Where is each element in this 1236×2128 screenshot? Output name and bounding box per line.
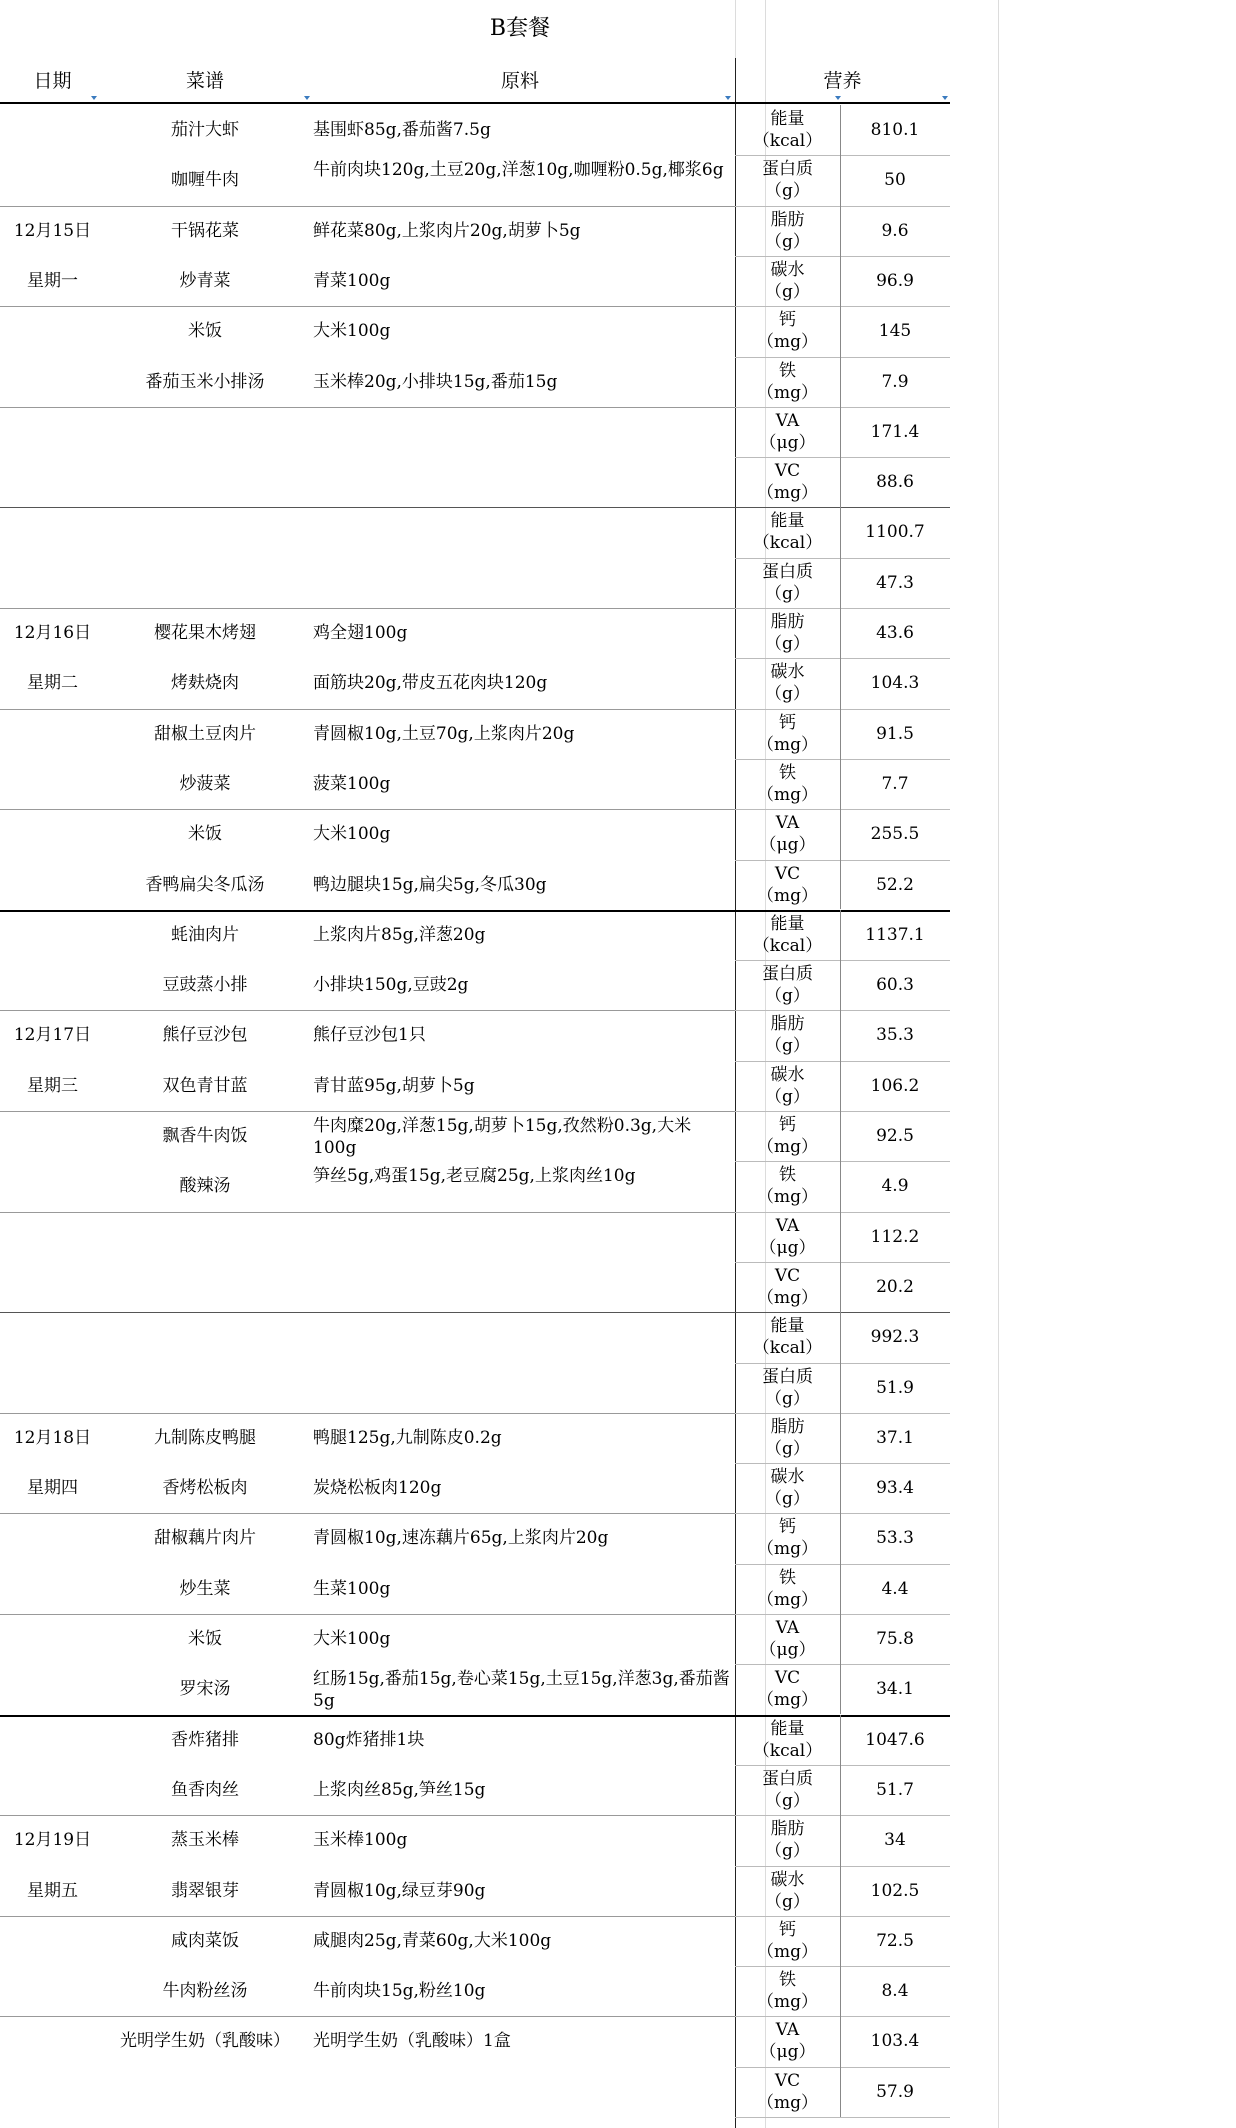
dish-ingredients[interactable]: 牛肉糜20g,洋葱15g,胡萝卜15g,孜然粉0.3g,大米100g xyxy=(313,1116,692,1158)
row-divider xyxy=(735,1564,950,1565)
row-divider xyxy=(735,2067,950,2068)
table-divider xyxy=(0,102,950,104)
dish-ingredients[interactable]: 咸腿肉25g,青菜60g,大米100g xyxy=(313,1930,552,1951)
nutrient-value[interactable]: 34.1 xyxy=(876,1679,914,1700)
row-divider xyxy=(735,1916,950,1917)
nutrient-value[interactable]: 1100.7 xyxy=(865,522,925,543)
dish-name[interactable]: 罗宋汤 xyxy=(179,1679,231,1700)
row-divider xyxy=(735,2117,950,2118)
group-divider xyxy=(0,2016,105,2017)
dish-ingredients[interactable]: 小排块150g,豆豉2g xyxy=(313,975,469,996)
nutrient-label: 蛋白质 （g） xyxy=(762,1768,813,1811)
row-divider xyxy=(735,155,950,156)
nutrient-label: 蛋白质 （g） xyxy=(762,964,813,1007)
row-divider xyxy=(735,306,950,307)
nutrient-label: 碳水 （g） xyxy=(765,1467,810,1510)
nutrient-label: 铁 （mg） xyxy=(756,360,818,403)
nutrient-column-divider xyxy=(840,910,841,1312)
row-divider xyxy=(735,960,950,961)
nutrient-label: 能量 （kcal） xyxy=(752,109,823,151)
nutrient-value[interactable]: 1047.6 xyxy=(865,1729,925,1750)
dish-ingredients[interactable]: 玉米棒100g xyxy=(313,1830,408,1851)
row-divider xyxy=(735,709,950,710)
row-divider xyxy=(735,407,950,408)
row-divider xyxy=(735,608,950,609)
row-divider xyxy=(735,256,950,257)
dish-ingredients[interactable]: 牛前肉块15g,粉丝10g xyxy=(313,1981,486,2002)
nutrient-value[interactable]: 35.3 xyxy=(876,1025,914,1046)
nutrient-value[interactable]: 145 xyxy=(878,321,912,342)
dish-name[interactable]: 樱花果木烤翅 xyxy=(154,623,256,643)
dish-ingredients[interactable]: 大米100g xyxy=(313,1629,391,1649)
sheet-title: B套餐 xyxy=(489,16,551,41)
group-divider xyxy=(105,1513,735,1514)
nutrient-label: 碳水 （g） xyxy=(765,1064,810,1107)
group-divider xyxy=(105,1212,735,1213)
dish-name[interactable]: 甜椒藕片肉片 xyxy=(154,1528,256,1549)
row-divider xyxy=(735,1966,950,1967)
row-divider xyxy=(735,558,950,559)
filter-dropdown-icon[interactable] xyxy=(725,96,732,101)
row-divider xyxy=(735,1815,950,1816)
row-divider xyxy=(735,1866,950,1867)
nutrient-value[interactable]: 52.2 xyxy=(876,874,914,895)
nutrient-value[interactable]: 102.5 xyxy=(870,1880,920,1901)
row-divider xyxy=(735,1463,950,1464)
dish-name[interactable]: 豆豉蒸小排 xyxy=(162,975,248,996)
dish-name[interactable]: 咖喱牛肉 xyxy=(171,170,239,191)
nutrient-column-divider xyxy=(840,507,841,909)
day-date: 12月15日 xyxy=(13,220,92,241)
dish-ingredients[interactable]: 菠菜100g xyxy=(313,773,391,794)
dish-ingredients[interactable]: 生菜100g xyxy=(313,1578,391,1599)
dish-name[interactable]: 双色青甘蓝 xyxy=(162,1075,248,1096)
dish-ingredients[interactable]: 青圆椒10g,速冻藕片65g,上浆肉片20g xyxy=(313,1528,609,1549)
nutrient-label: 脂肪 （g） xyxy=(765,1014,810,1057)
nutrient-label: 能量 （kcal） xyxy=(752,511,823,554)
group-divider xyxy=(105,407,735,408)
nutrient-value[interactable]: 20.2 xyxy=(876,1276,914,1297)
nutrient-label: 蛋白质 （g） xyxy=(762,561,813,604)
dish-name[interactable]: 香鸭扁尖冬瓜汤 xyxy=(145,874,265,895)
group-divider xyxy=(0,1916,105,1917)
row-divider xyxy=(735,1363,950,1364)
dish-name[interactable]: 烤麸烧肉 xyxy=(171,673,239,694)
nutrient-value[interactable]: 7.9 xyxy=(881,371,909,392)
dish-name[interactable]: 香炸猪排 xyxy=(171,1729,239,1750)
row-divider xyxy=(735,2016,950,2017)
group-divider xyxy=(0,709,105,710)
group-divider xyxy=(105,709,735,710)
row-divider xyxy=(735,357,950,358)
dish-ingredients[interactable]: 鸡全翅100g xyxy=(313,623,408,643)
dish-name[interactable]: 甜椒土豆肉片 xyxy=(154,723,256,744)
group-divider xyxy=(105,608,735,609)
day-weekday: 星期一 xyxy=(27,270,78,291)
nutrient-value[interactable]: 4.9 xyxy=(881,1176,909,1197)
dish-name[interactable]: 茄汁大虾 xyxy=(171,120,239,140)
dish-ingredients[interactable]: 上浆肉丝85g,笋丝15g xyxy=(313,1779,486,1800)
nutrient-column-divider xyxy=(840,105,841,507)
nutrient-label: 碳水 （g） xyxy=(765,259,810,302)
nutrient-label: VA （μg） xyxy=(759,2020,816,2063)
nutrient-value[interactable]: 47.3 xyxy=(876,572,914,593)
table-divider xyxy=(735,58,736,2128)
nutrient-label: VC （mg） xyxy=(756,2070,818,2113)
nutrient-value[interactable]: 112.2 xyxy=(870,1226,920,1247)
nutrient-label: 脂肪 （g） xyxy=(765,1819,810,1862)
group-divider xyxy=(105,1815,735,1816)
nutrient-label: 碳水 （g） xyxy=(765,662,810,705)
dish-name[interactable]: 蒸玉米棒 xyxy=(171,1830,239,1851)
dish-name[interactable]: 炒生菜 xyxy=(179,1578,231,1599)
row-divider xyxy=(735,1061,950,1062)
header-nutrition[interactable]: 营养 xyxy=(823,70,862,92)
dish-ingredients[interactable]: 大米100g xyxy=(313,824,391,845)
nutrient-value[interactable]: 92.5 xyxy=(876,1126,914,1146)
group-divider xyxy=(0,206,105,207)
row-divider xyxy=(735,1262,950,1263)
group-divider xyxy=(105,206,735,207)
dish-ingredients[interactable]: 光明学生奶（乳酸味）1盒 xyxy=(313,2031,511,2052)
dish-name[interactable]: 米饭 xyxy=(188,321,222,342)
row-divider xyxy=(735,1664,950,1665)
nutrient-value[interactable]: 9.6 xyxy=(881,220,909,241)
nutrient-label: 钙 （mg） xyxy=(756,310,818,353)
nutrient-column-divider xyxy=(840,1715,841,2117)
nutrient-value[interactable]: 93.4 xyxy=(876,1478,914,1499)
nutrient-value[interactable]: 8.4 xyxy=(881,1981,909,2002)
group-divider xyxy=(0,1111,105,1112)
dish-name[interactable]: 炒青菜 xyxy=(179,270,231,291)
dish-ingredients[interactable]: 熊仔豆沙包1只 xyxy=(313,1025,426,1046)
group-divider xyxy=(0,1010,105,1011)
group-divider xyxy=(0,306,105,307)
row-divider xyxy=(735,1161,950,1162)
dish-ingredients[interactable]: 玉米棒20g,小排块15g,番茄15g xyxy=(313,371,558,392)
nutrient-value[interactable]: 104.3 xyxy=(870,673,920,694)
day-date: 12月16日 xyxy=(13,623,92,643)
nutrient-label: 脂肪 （g） xyxy=(765,1416,810,1459)
nutrient-value[interactable]: 72.5 xyxy=(876,1930,914,1951)
nutrient-label: 脂肪 （g） xyxy=(765,209,810,252)
dish-ingredients[interactable]: 青圆椒10g,土豆70g,上浆肉片20g xyxy=(313,723,575,744)
nutrient-label: 碳水 （g） xyxy=(765,1869,810,1912)
nutrient-value[interactable]: 60.3 xyxy=(876,975,914,996)
row-divider xyxy=(735,1513,950,1514)
header-ingredients[interactable]: 原料 xyxy=(500,70,539,92)
filter-dropdown-icon[interactable] xyxy=(942,96,949,101)
nutrient-value[interactable]: 34 xyxy=(884,1830,906,1851)
dish-ingredients[interactable]: 笋丝5g,鸡蛋15g,老豆腐25g,上浆肉丝10g xyxy=(313,1166,636,1187)
group-divider xyxy=(105,1010,735,1011)
group-divider xyxy=(0,1413,105,1414)
nutrient-value[interactable]: 103.4 xyxy=(870,2031,920,2052)
nutrient-label: 能量 （kcal） xyxy=(752,913,823,956)
nutrient-value[interactable]: 171.4 xyxy=(870,421,920,442)
row-divider xyxy=(735,457,950,458)
group-divider xyxy=(0,608,105,609)
dish-ingredients[interactable]: 青圆椒10g,绿豆芽90g xyxy=(313,1880,486,1901)
dish-ingredients[interactable]: 鲜花菜80g,上浆肉片20g,胡萝卜5g xyxy=(313,220,581,241)
day-weekday: 星期三 xyxy=(27,1075,78,1096)
dish-ingredients[interactable]: 鸭边腿块15g,扁尖5g,冬瓜30g xyxy=(313,874,547,895)
header-menu[interactable]: 菜谱 xyxy=(185,70,224,92)
nutrient-label: 蛋白质 （g） xyxy=(762,159,813,202)
nutrient-label: 铁 （mg） xyxy=(756,1970,818,2013)
nutrient-label: 能量 （kcal） xyxy=(752,1316,823,1359)
nutrient-value[interactable]: 810.1 xyxy=(870,120,920,140)
row-divider xyxy=(735,1212,950,1213)
nutrient-label: 脂肪 （g） xyxy=(765,612,810,654)
dish-ingredients[interactable]: 青菜100g xyxy=(313,270,391,291)
dish-ingredients[interactable]: 大米100g xyxy=(313,321,391,342)
nutrient-value[interactable]: 4.4 xyxy=(881,1578,909,1599)
nutrient-label: 钙 （mg） xyxy=(756,1919,818,1962)
group-divider xyxy=(0,1212,105,1213)
dish-name[interactable]: 番茄玉米小排汤 xyxy=(145,371,265,392)
dish-name[interactable]: 牛肉粉丝汤 xyxy=(162,1981,248,2002)
section-divider xyxy=(0,1312,950,1313)
nutrient-label: VA （μg） xyxy=(759,1618,816,1660)
group-divider xyxy=(105,1916,735,1917)
nutrient-value[interactable]: 1137.1 xyxy=(865,924,925,945)
dish-ingredients[interactable]: 青甘蓝95g,胡萝卜5g xyxy=(313,1075,475,1096)
nutrient-label: VA （μg） xyxy=(759,1215,816,1258)
group-divider xyxy=(105,1614,735,1615)
nutrient-label: 能量 （kcal） xyxy=(752,1718,823,1761)
dish-ingredients[interactable]: 牛前肉块120g,土豆20g,洋葱10g,咖喱粉0.5g,椰浆6g xyxy=(313,160,724,181)
section-divider xyxy=(0,507,950,508)
nutrient-value[interactable]: 43.6 xyxy=(876,623,914,643)
group-divider xyxy=(105,306,735,307)
row-divider xyxy=(735,860,950,861)
row-divider xyxy=(735,206,950,207)
dish-name[interactable]: 咸肉菜饭 xyxy=(171,1930,239,1951)
dish-name[interactable]: 鱼香肉丝 xyxy=(171,1779,239,1800)
nutrient-label: VC （mg） xyxy=(756,863,818,906)
dish-name[interactable]: 炒菠菜 xyxy=(179,773,231,794)
dish-name[interactable]: 熊仔豆沙包 xyxy=(162,1025,248,1046)
row-divider xyxy=(735,1413,950,1414)
dish-name[interactable]: 光明学生奶（乳酸味） xyxy=(120,2031,290,2052)
group-divider xyxy=(105,1413,735,1414)
dish-name[interactable]: 干锅花菜 xyxy=(171,220,239,241)
dish-ingredients[interactable]: 炭烧松板肉120g xyxy=(313,1478,442,1499)
group-divider xyxy=(105,2016,735,2017)
row-divider xyxy=(735,1111,950,1112)
day-date: 12月18日 xyxy=(13,1427,92,1448)
group-divider xyxy=(105,1111,735,1112)
dish-ingredients[interactable]: 鸭腿125g,九制陈皮0.2g xyxy=(313,1427,502,1448)
row-divider xyxy=(735,1614,950,1615)
nutrient-label: VC （mg） xyxy=(756,461,818,504)
day-weekday: 星期四 xyxy=(27,1478,78,1499)
nutrient-label: 钙 （mg） xyxy=(756,1115,818,1157)
nutrient-label: 钙 （mg） xyxy=(756,1517,818,1560)
nutrient-value[interactable]: 50 xyxy=(884,170,906,191)
row-divider xyxy=(735,658,950,659)
dish-name[interactable]: 酸辣汤 xyxy=(179,1176,231,1197)
row-divider xyxy=(735,1765,950,1766)
dish-ingredients[interactable]: 上浆肉片85g,洋葱20g xyxy=(313,924,486,945)
nutrient-label: VC （mg） xyxy=(756,1265,818,1308)
row-divider xyxy=(735,1010,950,1011)
nutrient-label: VC （mg） xyxy=(756,1668,818,1711)
grid-column-line xyxy=(998,0,999,2128)
nutrient-label: VA （μg） xyxy=(759,410,816,453)
nutrient-label: 铁 （mg） xyxy=(756,1165,818,1208)
nutrient-value[interactable]: 255.5 xyxy=(870,824,920,845)
group-divider xyxy=(0,407,105,408)
nutrient-value[interactable]: 91.5 xyxy=(876,723,914,744)
nutrient-value[interactable]: 75.8 xyxy=(876,1629,914,1649)
nutrient-label: 钙 （mg） xyxy=(756,712,818,755)
dish-ingredients[interactable]: 80g炸猪排1块 xyxy=(313,1729,425,1750)
nutrient-value[interactable]: 7.7 xyxy=(881,773,909,794)
dish-ingredients[interactable]: 面筋块20g,带皮五花肉块120g xyxy=(313,673,548,694)
nutrient-value[interactable]: 51.7 xyxy=(876,1779,914,1800)
dish-name[interactable]: 蚝油肉片 xyxy=(171,924,239,945)
day-weekday: 星期二 xyxy=(27,673,78,694)
nutrient-value[interactable]: 53.3 xyxy=(876,1528,914,1549)
header-date[interactable]: 日期 xyxy=(33,70,72,92)
nutrient-label: 铁 （mg） xyxy=(756,1567,818,1610)
group-divider xyxy=(0,1614,105,1615)
group-divider xyxy=(0,1815,105,1816)
filter-dropdown-icon[interactable] xyxy=(835,96,842,101)
dish-name[interactable]: 飘香牛肉饭 xyxy=(162,1126,248,1146)
filter-dropdown-icon[interactable] xyxy=(304,96,311,101)
day-date: 12月17日 xyxy=(13,1025,92,1046)
row-divider xyxy=(735,809,950,810)
section-divider xyxy=(0,910,950,912)
nutrient-value[interactable]: 96.9 xyxy=(876,270,914,291)
nutrient-column-divider xyxy=(840,1312,841,1714)
nutrient-label: 蛋白质 （g） xyxy=(762,1366,813,1409)
nutrient-value[interactable]: 51.9 xyxy=(876,1377,914,1398)
dish-ingredients[interactable]: 红肠15g,番茄15g,卷心菜15g,土豆15g,洋葱3g,番茄酱5g xyxy=(313,1669,730,1712)
dish-name[interactable]: 九制陈皮鸭腿 xyxy=(154,1427,256,1448)
nutrient-value[interactable]: 57.9 xyxy=(876,2081,914,2102)
dish-name[interactable]: 米饭 xyxy=(188,824,222,845)
nutrient-value[interactable]: 88.6 xyxy=(876,472,914,493)
nutrient-value[interactable]: 37.1 xyxy=(876,1427,914,1448)
dish-name[interactable]: 米饭 xyxy=(188,1629,222,1649)
nutrient-value[interactable]: 106.2 xyxy=(870,1075,920,1096)
group-divider xyxy=(105,809,735,810)
filter-dropdown-icon[interactable] xyxy=(91,96,98,101)
row-divider xyxy=(735,759,950,760)
nutrient-value[interactable]: 992.3 xyxy=(870,1327,920,1348)
group-divider xyxy=(0,809,105,810)
dish-ingredients[interactable]: 基围虾85g,番茄酱7.5g xyxy=(313,120,491,140)
nutrient-label: VA （μg） xyxy=(759,813,816,856)
day-weekday: 星期五 xyxy=(27,1880,78,1901)
group-divider xyxy=(0,1513,105,1514)
nutrient-label: 铁 （mg） xyxy=(756,762,818,805)
day-date: 12月19日 xyxy=(13,1830,92,1851)
dish-name[interactable]: 翡翠银芽 xyxy=(171,1880,239,1901)
dish-name[interactable]: 香烤松板肉 xyxy=(162,1478,248,1499)
